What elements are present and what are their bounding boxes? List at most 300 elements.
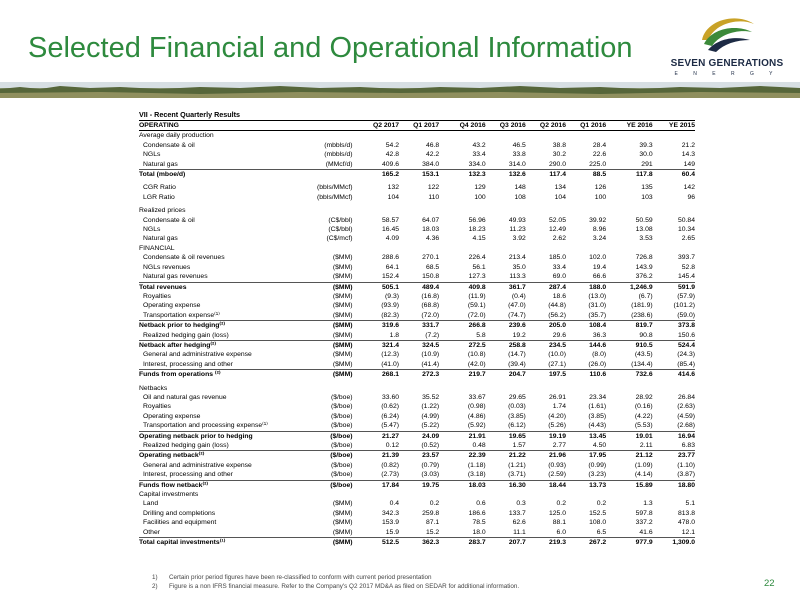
cell-value: 90.8 xyxy=(639,331,653,339)
cell-value: 207.7 xyxy=(486,538,526,548)
cell-value: 108 xyxy=(514,193,526,201)
cell-value: 132.3 xyxy=(439,170,486,180)
cell-value: 23.34 xyxy=(589,393,607,401)
row-unit: ($MM) xyxy=(332,311,353,319)
cell-value: 122 xyxy=(427,184,440,192)
cell-value: (1.09) xyxy=(634,461,653,469)
cell-value: 18.6 xyxy=(552,292,566,300)
cell-value: 0.6 xyxy=(476,500,486,508)
cell-value: 68.5 xyxy=(425,263,440,271)
cell-value: 13.08 xyxy=(635,226,653,234)
table-header-row xyxy=(139,121,695,131)
cell-value: (3.85) xyxy=(508,412,526,420)
cell-value: 134 xyxy=(554,184,566,192)
row-unit: (C$/bbl) xyxy=(328,216,353,224)
cell-value: 64.07 xyxy=(422,216,440,224)
cell-value: 33.4 xyxy=(472,151,486,159)
row-label: Facilities and equipment xyxy=(143,519,217,527)
cell-value: 0.3 xyxy=(516,500,526,508)
cell-value: 272.5 xyxy=(439,340,486,350)
cell-value: (6.7) xyxy=(638,292,653,300)
cell-value: (2.63) xyxy=(677,403,695,411)
row-label: Funds from operations ⁽²⁾ xyxy=(139,370,308,380)
cell-value: 2.77 xyxy=(552,442,566,449)
cell-value: 5.1 xyxy=(685,500,695,508)
cell-value: (93.9) xyxy=(381,302,400,310)
cell-value: 33.60 xyxy=(382,393,400,401)
cell-value: (5.92) xyxy=(467,422,486,430)
cell-value: 409.6 xyxy=(382,160,400,168)
cell-value: 39.3 xyxy=(639,141,653,149)
cell-value: 6.5 xyxy=(596,528,607,536)
cell-value: (6.24) xyxy=(381,412,400,420)
cell-value: (0.52) xyxy=(421,442,440,449)
cell-value: 409.8 xyxy=(439,282,486,292)
row-unit: ($/boe) xyxy=(330,403,353,411)
cell-value: 524.4 xyxy=(653,340,695,350)
cell-value: 69.0 xyxy=(552,273,566,281)
cell-value: 283.7 xyxy=(439,538,486,548)
row-unit: ($MM) xyxy=(332,500,353,508)
cell-value: (10.9) xyxy=(421,351,440,359)
cell-value: 11.1 xyxy=(513,528,526,536)
row-unit: ($MM) xyxy=(332,509,353,517)
section-label: FINANCIAL xyxy=(139,244,175,252)
cell-value: 319.6 xyxy=(353,321,400,331)
cell-value: 287.4 xyxy=(526,282,566,292)
cell-value: 2.62 xyxy=(552,235,566,243)
section-label: Capital investments xyxy=(139,491,199,499)
row-unit: ($MM) xyxy=(332,302,353,310)
company-logo xyxy=(666,10,788,82)
row-unit: (mbbls/d) xyxy=(324,141,353,149)
cell-value: 1.8 xyxy=(389,331,400,339)
cell-value: 150.6 xyxy=(677,331,695,339)
cell-value: 33.4 xyxy=(552,263,566,271)
cell-value: 43.2 xyxy=(472,141,486,149)
cell-value: 732.6 xyxy=(606,370,653,380)
cell-value: 21.96 xyxy=(526,451,566,461)
cell-value: (72.0) xyxy=(421,311,440,319)
cell-value: 133.7 xyxy=(508,509,526,517)
table-row xyxy=(139,461,695,470)
row-label: NGLs xyxy=(143,151,161,159)
cell-value: 8.96 xyxy=(592,226,607,234)
cell-value: (10.0) xyxy=(548,351,566,359)
column-header: OPERATING xyxy=(139,121,308,131)
cell-value: 23.57 xyxy=(399,451,439,461)
cell-value: (5.53) xyxy=(634,422,653,430)
row-unit: ($MM) xyxy=(332,273,353,281)
cell-value: 21.22 xyxy=(486,451,526,461)
cell-value: 148 xyxy=(514,184,526,192)
cell-value: (4.20) xyxy=(548,412,566,420)
cell-value: 0.48 xyxy=(472,442,486,449)
cell-value: 16.30 xyxy=(486,480,526,490)
row-label: Oil and natural gas revenue xyxy=(143,393,227,401)
row-label: Royalties xyxy=(143,403,171,411)
cell-value: 129 xyxy=(474,184,486,192)
cell-value: (10.8) xyxy=(467,351,486,359)
cell-value: (3.71) xyxy=(508,471,526,479)
cell-value: 110 xyxy=(428,193,440,201)
cell-value: 16.45 xyxy=(382,226,400,234)
column-header: YE 2016 xyxy=(606,121,653,131)
results-table xyxy=(139,120,695,547)
cell-value: (2.68) xyxy=(677,422,695,430)
row-unit: ($MM) xyxy=(332,519,353,527)
cell-value: 30.2 xyxy=(552,151,566,159)
row-unit: ($MM) xyxy=(308,370,352,380)
cell-value: 35.0 xyxy=(512,263,526,271)
cell-value: 22.6 xyxy=(592,151,607,159)
footnote: 2) Figure is a non IFRS financial measure. Refer to the Company's Q2 2017 MD&A as filed on SEDAR for additional information. xyxy=(152,583,520,590)
cell-value: 21.27 xyxy=(353,431,400,441)
cell-value: 13.45 xyxy=(566,431,606,441)
row-label: Natural gas xyxy=(143,160,178,168)
cell-value: 117.4 xyxy=(526,170,566,180)
quarterly-results-table xyxy=(139,110,695,547)
cell-value: 4.15 xyxy=(472,235,486,243)
table-row xyxy=(139,402,695,411)
cell-value: (11.9) xyxy=(468,292,486,300)
cell-value: 204.7 xyxy=(486,370,526,380)
cell-value: 145.4 xyxy=(677,273,695,281)
cell-value: (12.3) xyxy=(381,351,400,359)
cell-value: 62.6 xyxy=(512,519,526,527)
cell-value: 110.6 xyxy=(566,370,606,380)
table-row xyxy=(139,441,695,451)
row-unit: ($MM) xyxy=(332,292,353,300)
column-header xyxy=(308,121,352,131)
cell-value: 64.1 xyxy=(385,263,400,271)
cell-value: 239.6 xyxy=(486,321,526,331)
cell-value: 225.0 xyxy=(589,160,607,168)
row-unit: ($MM) xyxy=(332,528,353,536)
cell-value: 103 xyxy=(641,193,653,201)
cell-value: (7.2) xyxy=(425,331,440,339)
cell-value: 213.4 xyxy=(508,254,526,262)
cell-value: 102.0 xyxy=(589,254,607,262)
cell-value: 142 xyxy=(683,184,695,192)
cell-value: (1.61) xyxy=(588,403,607,411)
table-row xyxy=(139,528,695,538)
cell-value: (31.0) xyxy=(588,302,607,310)
cell-value: 813.8 xyxy=(677,509,695,517)
cell-value: (3.85) xyxy=(588,412,607,420)
cell-value: 591.9 xyxy=(653,282,695,292)
row-label: Interest, processing and other xyxy=(143,471,233,479)
cell-value: 314.0 xyxy=(508,160,526,168)
row-unit: ($/boe) xyxy=(308,431,352,441)
cell-value: 21.12 xyxy=(606,451,653,461)
logo-name: SEVEN GENERATIONS xyxy=(670,58,784,69)
cell-value: (4.99) xyxy=(421,412,440,420)
row-label: General and administrative expense xyxy=(143,461,252,469)
cell-value: (35.7) xyxy=(588,311,607,319)
row-label: LGR Ratio xyxy=(143,193,175,201)
cell-value: 18.44 xyxy=(526,480,566,490)
cell-value: 258.8 xyxy=(486,340,526,350)
section-label: Average daily production xyxy=(139,132,214,140)
cell-value: 36.3 xyxy=(592,331,607,339)
cell-value: 6.83 xyxy=(681,442,695,449)
cell-value: (85.4) xyxy=(677,360,695,368)
cell-value: 2.11 xyxy=(639,442,653,449)
cell-value: 489.4 xyxy=(399,282,439,292)
cell-value: 113.3 xyxy=(509,273,526,281)
cell-value: 362.3 xyxy=(399,538,439,548)
cell-value: 3.24 xyxy=(592,235,607,243)
cell-value: 186.6 xyxy=(468,509,486,517)
cell-value: 125.0 xyxy=(548,509,566,517)
table-section-header xyxy=(139,384,695,393)
cell-value: 4.50 xyxy=(592,442,607,449)
row-unit: ($/boe) xyxy=(308,480,352,490)
row-label: General and administrative expense xyxy=(143,351,252,359)
table-row xyxy=(139,292,695,301)
cell-value: 38.8 xyxy=(552,141,566,149)
cell-value: 1.3 xyxy=(643,500,653,508)
cell-value: (3.87) xyxy=(677,471,695,479)
row-unit: (mbbls/d) xyxy=(324,151,353,159)
row-unit: (bbls/MMcf) xyxy=(317,184,353,192)
cell-value: 52.8 xyxy=(681,263,695,271)
cell-value: (44.8) xyxy=(548,302,566,310)
row-label: Condensate & oil revenues xyxy=(143,254,225,262)
row-unit: (C$/bbl) xyxy=(328,226,353,234)
cell-value: 153.1 xyxy=(399,170,439,180)
row-unit: ($/boe) xyxy=(308,451,352,461)
cell-value: (134.4) xyxy=(631,360,653,368)
row-unit xyxy=(308,170,352,180)
cell-value: 505.1 xyxy=(353,282,400,292)
row-unit: ($MM) xyxy=(332,360,353,368)
cell-value: 12.49 xyxy=(548,226,566,234)
cell-value: 16.94 xyxy=(653,431,695,441)
cell-value: (56.2) xyxy=(548,311,566,319)
cell-value: (0.16) xyxy=(634,403,653,411)
cell-value: (26.0) xyxy=(588,360,607,368)
cell-value: (27.1) xyxy=(548,360,566,368)
cell-value: 152.5 xyxy=(589,509,607,517)
cell-value: 18.0 xyxy=(472,528,486,536)
landscape-banner xyxy=(0,82,800,98)
row-unit: ($/boe) xyxy=(330,471,353,479)
row-label: Transportation and processing expense⁽¹⁾ xyxy=(143,422,268,430)
cell-value: 19.19 xyxy=(526,431,566,441)
cell-value: (0.82) xyxy=(381,461,400,469)
table-row xyxy=(139,272,695,282)
cell-value: 0.2 xyxy=(429,500,440,508)
cell-value: 108.4 xyxy=(566,321,606,331)
row-label: Other xyxy=(143,528,160,536)
table-section-header xyxy=(139,131,695,141)
cell-value: (101.2) xyxy=(673,302,695,310)
cell-value: 46.8 xyxy=(425,141,440,149)
cell-value: 21.91 xyxy=(439,431,486,441)
cell-value: 14.3 xyxy=(681,151,695,159)
row-unit: ($MM) xyxy=(332,263,353,271)
cell-value: 219.3 xyxy=(526,538,566,548)
cell-value: (1.18) xyxy=(467,461,486,469)
cell-value: 17.95 xyxy=(566,451,606,461)
cell-value: 28.4 xyxy=(592,141,607,149)
cell-value: 52.05 xyxy=(548,216,566,224)
cell-value: 1.74 xyxy=(552,403,566,411)
cell-value: 321.4 xyxy=(353,340,400,350)
cell-value: 3.53 xyxy=(639,235,653,243)
cell-value: 42.8 xyxy=(385,151,400,159)
row-label: Land xyxy=(143,500,159,508)
page-title: Selected Financial and Operational Information xyxy=(28,32,633,64)
row-label: Netback after hedging⁽²⁾ xyxy=(139,340,308,350)
cell-value: 185.0 xyxy=(548,254,566,262)
cell-value: 132.6 xyxy=(486,170,526,180)
row-label: NGLs xyxy=(143,226,161,234)
cell-value: 66.6 xyxy=(592,273,607,281)
cell-value: 19.01 xyxy=(606,431,653,441)
cell-value: 33.67 xyxy=(468,393,486,401)
cell-value: 597.8 xyxy=(635,509,653,517)
cell-value: 10.34 xyxy=(677,226,695,234)
cell-value: 512.5 xyxy=(353,538,400,548)
cell-value: (0.03) xyxy=(508,403,526,411)
cell-value: (1.21) xyxy=(508,461,526,469)
cell-value: 342.3 xyxy=(382,509,400,517)
row-label: Natural gas xyxy=(143,235,178,243)
cell-value: 2.65 xyxy=(681,235,695,243)
cell-value: (4.59) xyxy=(677,412,695,420)
cell-value: (42.0) xyxy=(467,360,486,368)
cell-value: (0.98) xyxy=(467,403,486,411)
cell-value: 17.84 xyxy=(353,480,400,490)
table-section-header xyxy=(139,206,695,215)
row-unit: ($/boe) xyxy=(330,412,353,420)
table-row xyxy=(139,518,695,527)
cell-value: 478.0 xyxy=(677,519,695,527)
row-unit: ($MM) xyxy=(308,340,352,350)
row-label: CGR Ratio xyxy=(143,184,176,192)
cell-value: 29.65 xyxy=(508,393,526,401)
cell-value: (41.4) xyxy=(421,360,440,368)
cell-value: (3.23) xyxy=(588,471,607,479)
row-label: Interest, processing and other xyxy=(143,360,233,368)
table-total-row xyxy=(139,170,695,180)
cell-value: (1.22) xyxy=(421,403,440,411)
column-header: Q3 2016 xyxy=(486,121,526,131)
row-label: NGLs revenues xyxy=(143,263,191,271)
cell-value: (68.8) xyxy=(421,302,440,310)
cell-value: 19.75 xyxy=(399,480,439,490)
cell-value: 100 xyxy=(474,193,486,201)
cell-value: (13.0) xyxy=(588,292,607,300)
cell-value: (181.9) xyxy=(631,302,653,310)
cell-value: 41.6 xyxy=(639,528,653,536)
row-label: Condensate & oil xyxy=(143,141,195,149)
footnotes xyxy=(152,573,519,591)
cell-value: 149 xyxy=(683,160,695,168)
cell-value: 219.7 xyxy=(439,370,486,380)
cell-value: (2.59) xyxy=(548,471,566,479)
table-row xyxy=(139,216,695,225)
cell-value: (4.14) xyxy=(634,471,653,479)
cell-value: 54.2 xyxy=(385,141,400,149)
cell-value: 143.9 xyxy=(635,263,653,271)
cell-value: 18.03 xyxy=(422,226,440,234)
cell-value: 152.4 xyxy=(382,273,400,281)
cell-value: 50.84 xyxy=(677,216,695,224)
cell-value: (5.22) xyxy=(421,422,440,430)
row-label: Realized hedging gain (loss) xyxy=(143,331,229,339)
cell-value: 4.09 xyxy=(385,235,400,243)
cell-value: (59.0) xyxy=(677,311,695,319)
cell-value: 88.5 xyxy=(566,170,606,180)
cell-value: (4.22) xyxy=(634,412,653,420)
cell-value: 6.0 xyxy=(556,528,566,536)
row-unit: ($/boe) xyxy=(330,422,353,430)
cell-value: 88.1 xyxy=(552,519,566,527)
cell-value: (8.0) xyxy=(592,351,607,359)
cell-value: 291 xyxy=(641,160,653,168)
cell-value: 188.0 xyxy=(566,282,606,292)
row-label: Operating netback⁽²⁾ xyxy=(139,451,308,461)
cell-value: (0.93) xyxy=(548,461,566,469)
cell-value: 1,246.9 xyxy=(606,282,653,292)
cell-value: 87.1 xyxy=(425,519,440,527)
cell-value: 28.92 xyxy=(635,393,653,401)
cell-value: 272.3 xyxy=(399,370,439,380)
row-unit: (MMcf/d) xyxy=(325,160,353,168)
cell-value: 96 xyxy=(687,193,695,201)
cell-value: 270.1 xyxy=(422,254,440,262)
cell-value: (238.6) xyxy=(631,311,653,319)
cell-value: 5.8 xyxy=(476,331,486,339)
cell-value: 12.1 xyxy=(681,528,695,536)
cell-value: (4.86) xyxy=(467,412,486,420)
cell-value: 46.5 xyxy=(512,141,526,149)
cell-value: (2.73) xyxy=(381,471,400,479)
cell-value: (14.7) xyxy=(508,351,526,359)
cell-value: 268.1 xyxy=(353,370,400,380)
cell-value: 4.36 xyxy=(425,235,440,243)
cell-value: 33.8 xyxy=(512,151,526,159)
table-section-title: VII - Recent Quarterly Results xyxy=(139,110,241,119)
cell-value: 56.96 xyxy=(468,216,486,224)
cell-value: 26.91 xyxy=(548,393,566,401)
row-unit: ($MM) xyxy=(332,331,353,339)
cell-value: 384.0 xyxy=(422,160,440,168)
row-unit: ($MM) xyxy=(308,538,352,548)
cell-value: 58.57 xyxy=(382,216,400,224)
cell-value: 337.2 xyxy=(635,519,653,527)
cell-value: 30.0 xyxy=(639,151,653,159)
table-total-row xyxy=(139,321,695,331)
row-label: Royalties xyxy=(143,292,171,300)
column-header: Q4 2016 xyxy=(439,121,486,131)
cell-value: (39.4) xyxy=(508,360,526,368)
cell-value: 1,309.0 xyxy=(653,538,695,548)
cell-value: 135 xyxy=(641,184,653,192)
page-number: 22 xyxy=(764,578,775,589)
table-total-row xyxy=(139,480,695,490)
cell-value: 234.5 xyxy=(526,340,566,350)
cell-value: 15.9 xyxy=(385,528,400,536)
cell-value: 132 xyxy=(387,184,400,192)
cell-value: 267.2 xyxy=(566,538,606,548)
cell-value: 0.2 xyxy=(556,500,566,508)
cell-value: 13.73 xyxy=(566,480,606,490)
